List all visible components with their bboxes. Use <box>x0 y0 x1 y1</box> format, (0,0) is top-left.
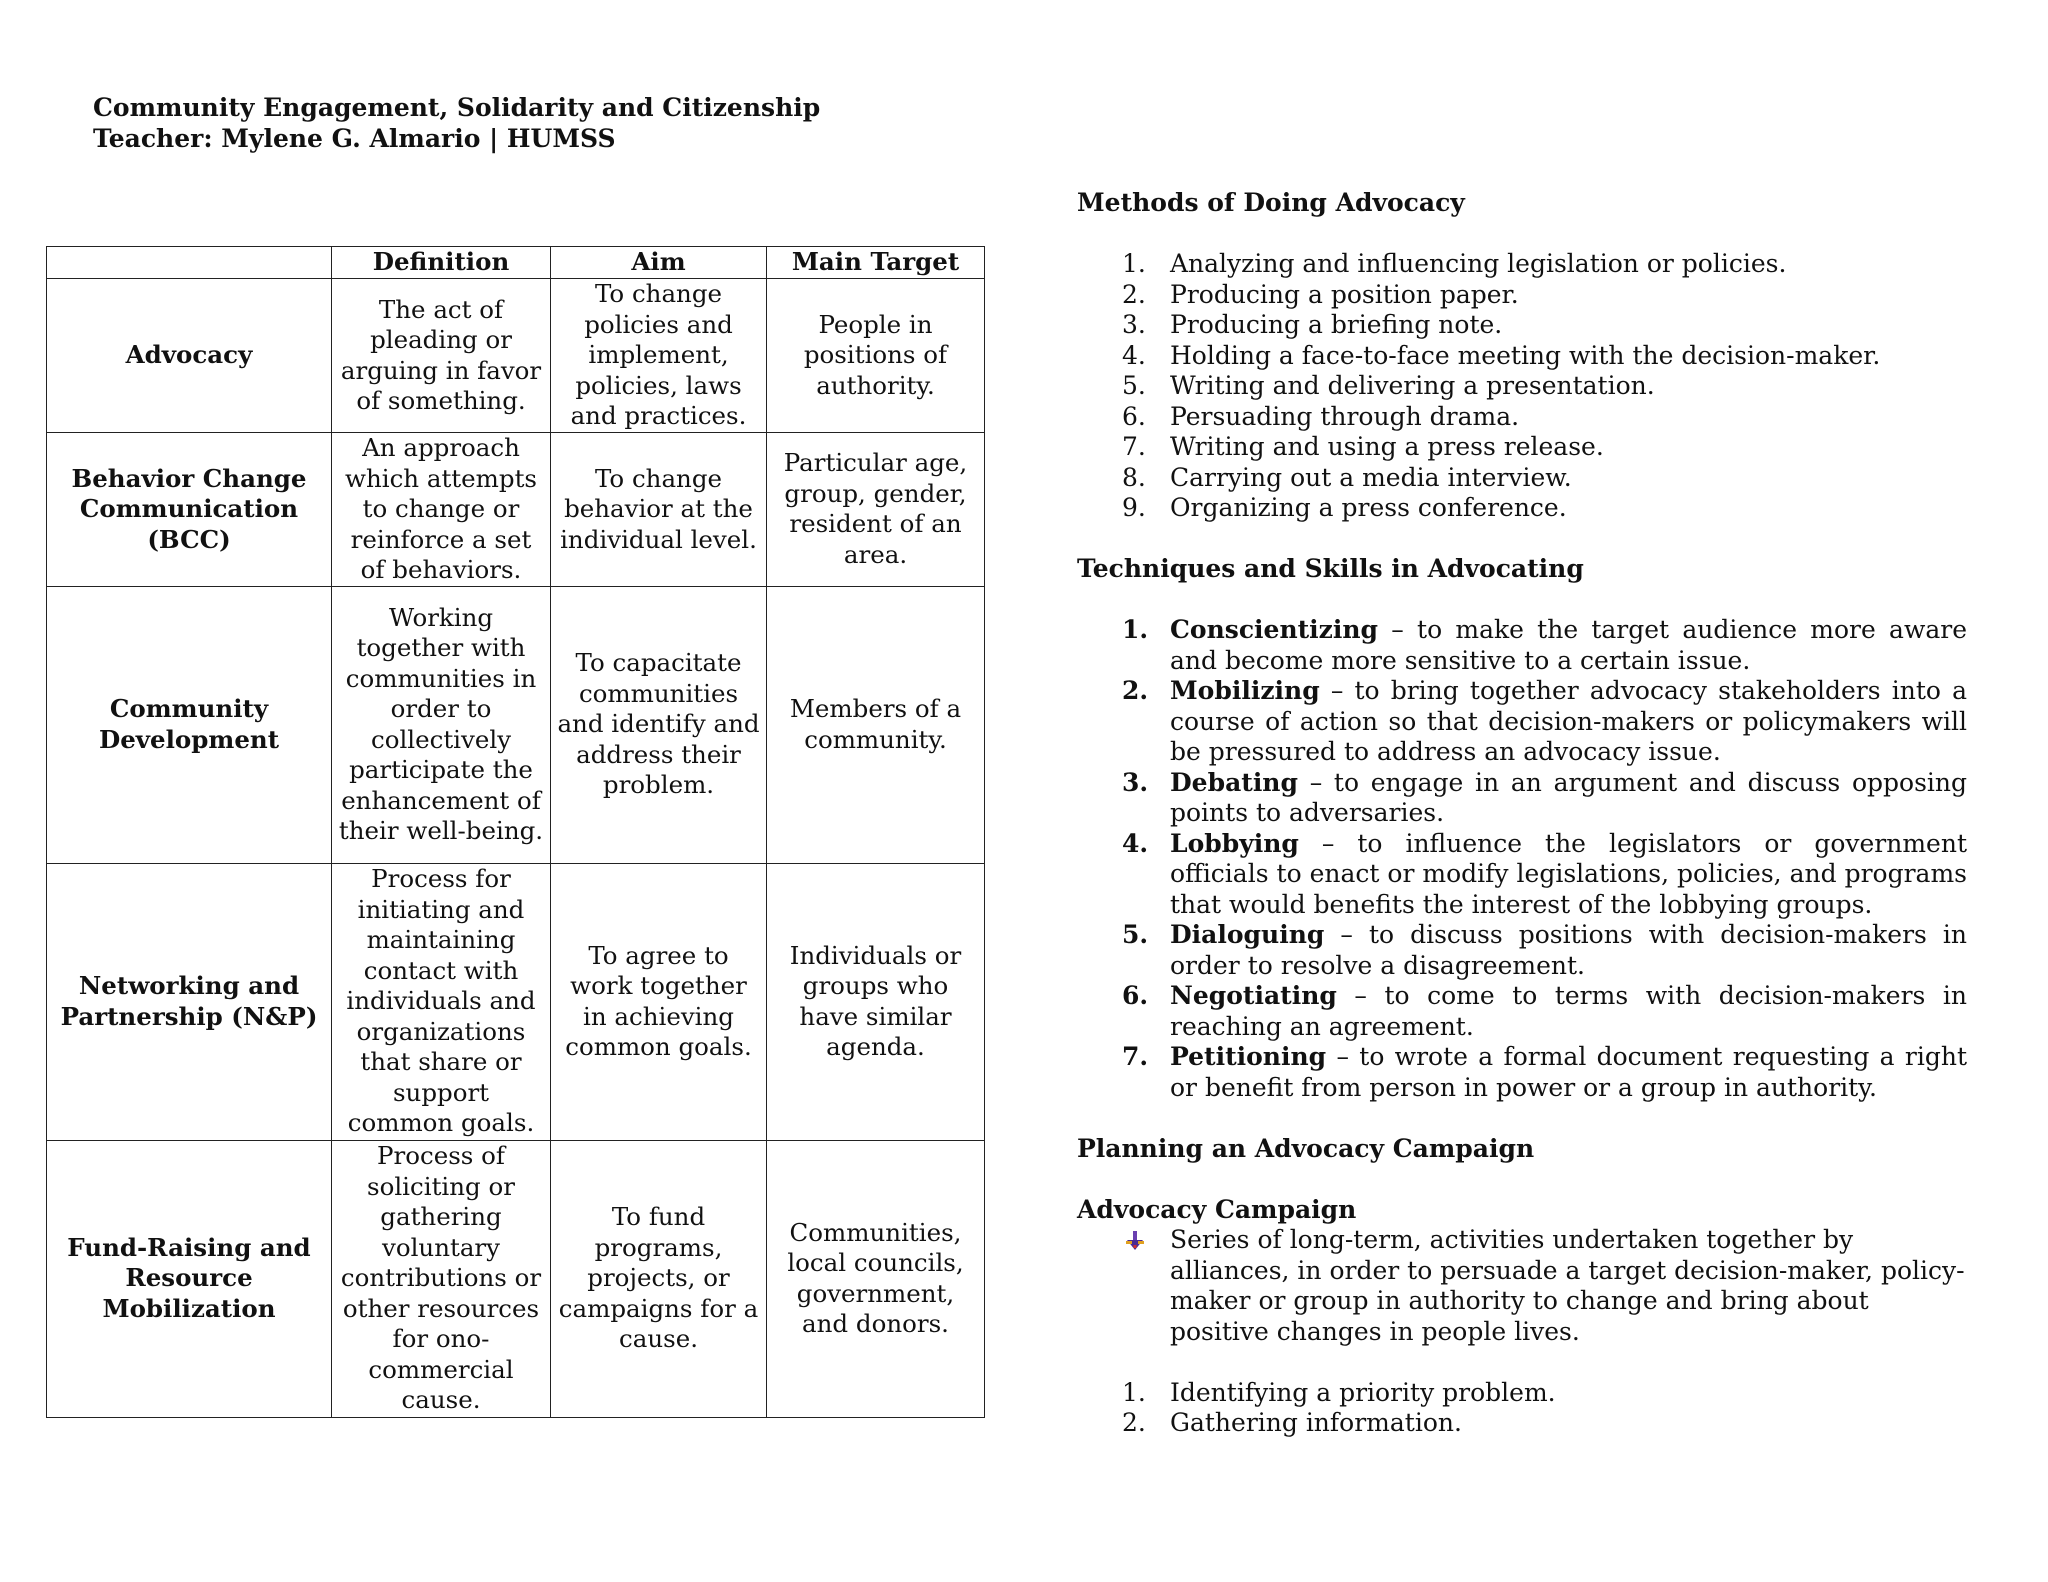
campaign-definition <box>1077 1225 1967 1347</box>
planning-heading: Planning an Advocacy Campaign <box>1077 1133 1535 1163</box>
definition-cell: Working together with communities in order to collectively participate the enhancement of their well-being. <box>332 586 551 863</box>
definition-cell: An approach which attempts to change or reinforce a set of behaviors. <box>332 433 551 587</box>
header-cell-aim: Aim <box>551 247 767 279</box>
list-item: 6. Persuading through drama. <box>1122 401 1520 431</box>
list-item: 4. Holding a face-to-face meeting with the decision-maker. <box>1122 340 1881 370</box>
header-cell-definition: Definition <box>332 247 551 279</box>
table-row <box>47 586 985 863</box>
list-item: 1. Analyzing and influencing legislation or policies. <box>1122 249 1787 278</box>
methods-heading: Methods of Doing Advocacy <box>1077 188 1465 217</box>
campaign-steps <box>1077 1378 1967 1439</box>
table-header-row <box>47 247 985 279</box>
row-heading: Behavior Change Communication (BCC) <box>47 433 332 587</box>
aim-cell: To capacitate communities and identify and address their problem. <box>551 586 767 863</box>
techniques-list <box>1077 615 1967 1103</box>
list-item: 3. Debating – to engage in an argument and discuss opposing points to adversaries. <box>1122 767 1967 827</box>
page-header <box>93 92 820 154</box>
comparison-table <box>46 246 985 1418</box>
list-item: 6. Negotiating – to come to terms with decision-makers in reaching an agreement. <box>1122 981 1967 1041</box>
target-cell: Members of a community. <box>767 586 985 863</box>
arrow-bullet-icon <box>1124 1230 1146 1252</box>
row-heading: Advocacy <box>47 279 332 433</box>
list-item: 2. Mobilizing – to bring together advocacy stakeholders into a course of action so that decision-makers or policymakers will be pressured to address an advocacy issue. <box>1122 676 1967 766</box>
table-row <box>47 863 985 1140</box>
target-cell: Particular age, group, gender, resident of an area. <box>767 433 985 587</box>
list-item: 2. Gathering information. <box>1122 1408 1462 1437</box>
table-row <box>47 433 985 587</box>
aim-cell: To agree to work together in achieving common goals. <box>551 863 767 1140</box>
definition-cell: Process of soliciting or gathering voluntary contributions or other resources for ono-commercial cause. <box>332 1140 551 1417</box>
techniques-heading: Techniques and Skills in Advocating <box>1077 554 1584 583</box>
methods-list <box>1077 249 1967 524</box>
list-item: 7. Writing and using a press release. <box>1122 432 1604 461</box>
target-cell: Communities, local councils, government, and donors. <box>767 1140 985 1417</box>
list-item: 1. Conscientizing – to make the target audience more aware and become more sensitive to a certain issue. <box>1122 615 1967 675</box>
campaign-subheading: Advocacy Campaign <box>1077 1194 1357 1224</box>
header-cell-main-target: Main Target <box>767 247 985 279</box>
table-row <box>47 279 985 433</box>
header-cell-empty <box>47 247 332 279</box>
list-item: 3. Producing a briefing note. <box>1122 310 1503 339</box>
list-item: 5. Dialoguing – to discuss positions with decision-makers in order to resolve a disagreement. <box>1122 920 1967 980</box>
aim-cell: To change behavior at the individual level. <box>551 433 767 587</box>
list-item: 4. Lobbying – to influence the legislators or government officials to enact or modify legislations, policies, and programs that would benefits the interest of the lobbying groups. <box>1122 828 1967 919</box>
table-row <box>47 1140 985 1417</box>
list-item: 8. Carrying out a media interview. <box>1122 462 1572 492</box>
list-item: 2. Producing a position paper. <box>1122 279 1519 309</box>
target-cell: Individuals or groups who have similar agenda. <box>767 863 985 1140</box>
campaign-definition-text: Series of long-term, activities undertaken together by alliances, in order to persuade a target decision-maker, policy-maker or group in authority to change and bring about positive changes in people lives. <box>1170 1225 1965 1346</box>
aim-cell: To change policies and implement, policies, laws and practices. <box>551 279 767 433</box>
row-heading: Networking and Partnership (N&P) <box>47 863 332 1140</box>
row-heading: Community Development <box>47 586 332 863</box>
list-item: 5. Writing and delivering a presentation. <box>1122 371 1655 400</box>
list-item: 1. Identifying a priority problem. <box>1122 1377 1556 1407</box>
definition-cell: Process for initiating and maintaining contact with individuals and organizations that share or support common goals. <box>332 863 551 1140</box>
row-heading: Fund-Raising and Resource Mobilization <box>47 1140 332 1417</box>
list-item: 7. Petitioning – to wrote a formal document requesting a right or benefit from person in power or a group in authority. <box>1122 1042 1967 1102</box>
aim-cell: To fund programs, projects, or campaigns for a cause. <box>551 1140 767 1417</box>
teacher-line: Teacher: Mylene G. Almario | HUMSS <box>93 124 616 153</box>
target-cell: People in positions of authority. <box>767 279 985 433</box>
definition-cell: The act of pleading or arguing in favor of something. <box>332 279 551 433</box>
list-item: 9. Organizing a press conference. <box>1122 493 1567 522</box>
right-column <box>1077 188 1967 1439</box>
course-title: Community Engagement, Solidarity and Citizenship <box>93 93 821 122</box>
